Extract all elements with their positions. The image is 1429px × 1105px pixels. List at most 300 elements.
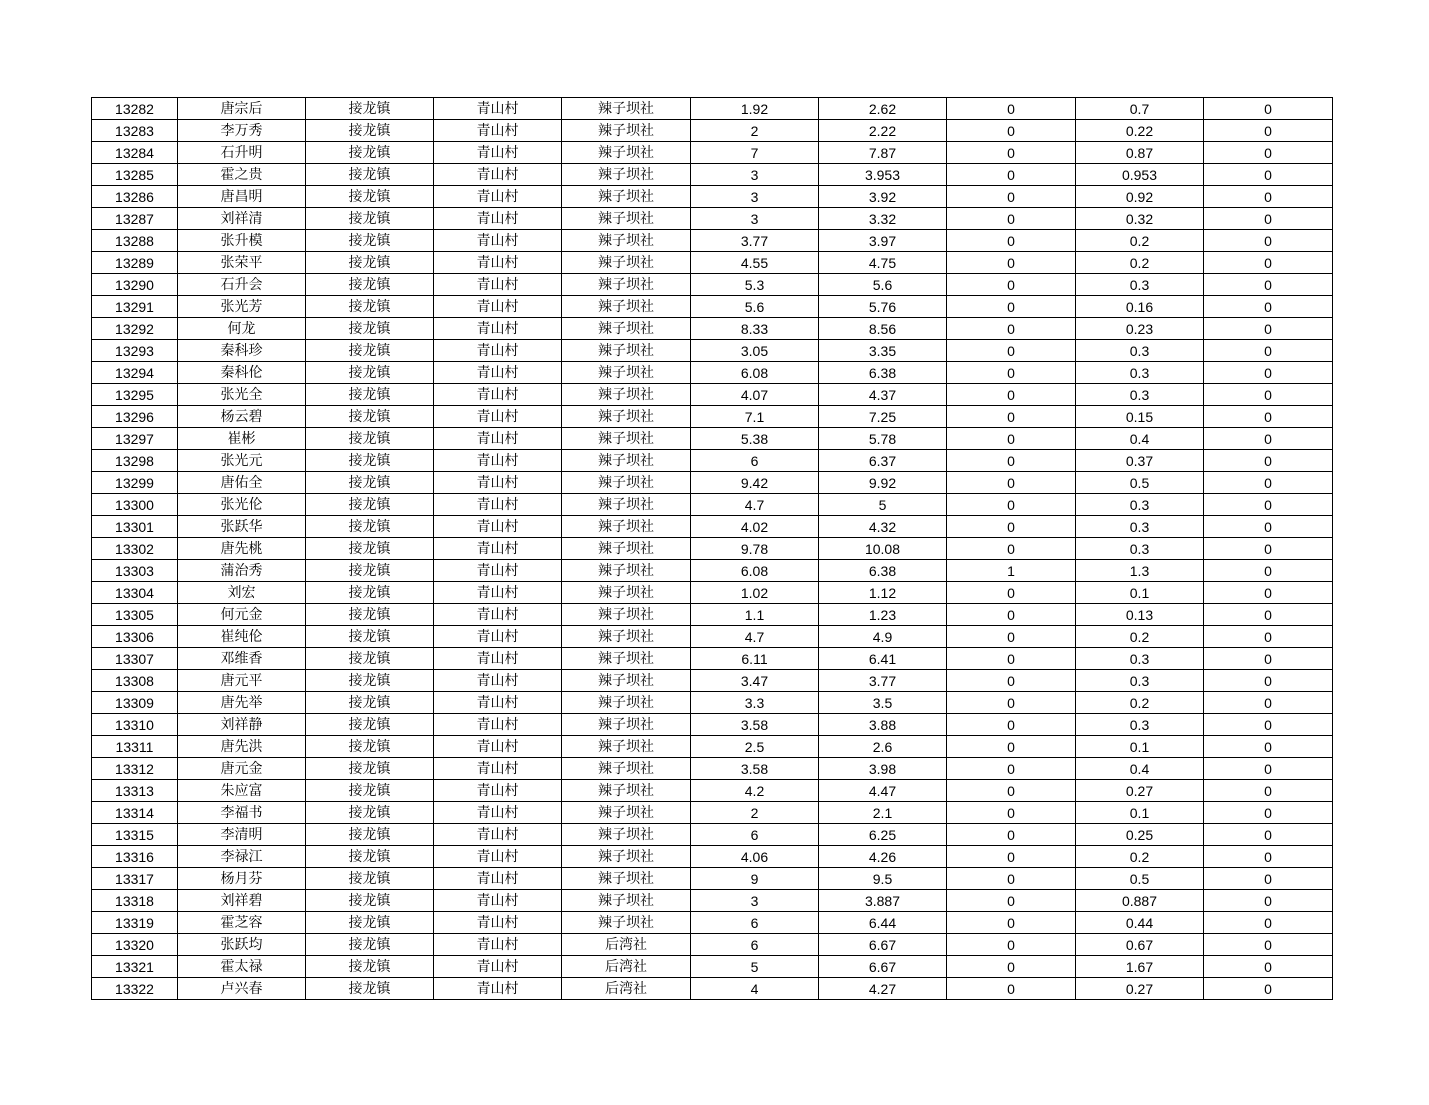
table-row [92, 934, 1333, 956]
value-a-cell: 8.33 [691, 318, 819, 340]
value-b-cell: 6.25 [819, 824, 947, 846]
id-cell: 13285 [92, 164, 178, 186]
village-cell: 青山村 [434, 890, 562, 912]
value-a-cell: 4.7 [691, 626, 819, 648]
value-a-cell: 3.58 [691, 758, 819, 780]
value-a-cell: 2 [691, 120, 819, 142]
village-cell: 青山村 [434, 934, 562, 956]
value-c-cell: 0 [947, 758, 1076, 780]
value-e-cell: 0 [1204, 912, 1333, 934]
value-d-cell: 0.22 [1076, 120, 1204, 142]
village-cell: 青山村 [434, 802, 562, 824]
village-cell: 青山村 [434, 164, 562, 186]
town-cell: 接龙镇 [306, 604, 434, 626]
name-cell: 张光元 [178, 450, 306, 472]
id-cell: 13301 [92, 516, 178, 538]
value-a-cell: 9.78 [691, 538, 819, 560]
value-e-cell: 0 [1204, 846, 1333, 868]
name-cell: 唐佑全 [178, 472, 306, 494]
value-e-cell: 0 [1204, 604, 1333, 626]
table-row [92, 164, 1333, 186]
id-cell: 13303 [92, 560, 178, 582]
group-cell: 辣子坝社 [562, 142, 691, 164]
value-d-cell: 0.92 [1076, 186, 1204, 208]
town-cell: 接龙镇 [306, 824, 434, 846]
name-cell: 张光伦 [178, 494, 306, 516]
group-cell: 辣子坝社 [562, 362, 691, 384]
value-c-cell: 0 [947, 428, 1076, 450]
value-e-cell: 0 [1204, 318, 1333, 340]
village-cell: 青山村 [434, 736, 562, 758]
town-cell: 接龙镇 [306, 978, 434, 1000]
value-e-cell: 0 [1204, 560, 1333, 582]
group-cell: 辣子坝社 [562, 186, 691, 208]
value-a-cell: 1.02 [691, 582, 819, 604]
value-e-cell: 0 [1204, 494, 1333, 516]
table-row [92, 120, 1333, 142]
id-cell: 13295 [92, 384, 178, 406]
town-cell: 接龙镇 [306, 318, 434, 340]
value-b-cell: 6.38 [819, 560, 947, 582]
id-cell: 13291 [92, 296, 178, 318]
group-cell: 辣子坝社 [562, 890, 691, 912]
name-cell: 张光芳 [178, 296, 306, 318]
value-a-cell: 3.47 [691, 670, 819, 692]
group-cell: 辣子坝社 [562, 538, 691, 560]
value-a-cell: 2 [691, 802, 819, 824]
value-b-cell: 4.26 [819, 846, 947, 868]
village-cell: 青山村 [434, 428, 562, 450]
id-cell: 13321 [92, 956, 178, 978]
town-cell: 接龙镇 [306, 648, 434, 670]
id-cell: 13313 [92, 780, 178, 802]
value-d-cell: 0.3 [1076, 274, 1204, 296]
value-e-cell: 0 [1204, 582, 1333, 604]
name-cell: 杨云碧 [178, 406, 306, 428]
name-cell: 何元金 [178, 604, 306, 626]
table-row [92, 98, 1333, 120]
village-cell: 青山村 [434, 274, 562, 296]
value-b-cell: 5.78 [819, 428, 947, 450]
table-row [92, 714, 1333, 736]
value-d-cell: 0.27 [1076, 780, 1204, 802]
group-cell: 辣子坝社 [562, 604, 691, 626]
name-cell: 李清明 [178, 824, 306, 846]
group-cell: 辣子坝社 [562, 296, 691, 318]
table-row [92, 978, 1333, 1000]
id-cell: 13294 [92, 362, 178, 384]
value-b-cell: 4.47 [819, 780, 947, 802]
group-cell: 辣子坝社 [562, 318, 691, 340]
value-b-cell: 4.9 [819, 626, 947, 648]
table-row [92, 340, 1333, 362]
id-cell: 13298 [92, 450, 178, 472]
town-cell: 接龙镇 [306, 846, 434, 868]
value-d-cell: 0.67 [1076, 934, 1204, 956]
value-b-cell: 4.32 [819, 516, 947, 538]
value-e-cell: 0 [1204, 472, 1333, 494]
group-cell: 辣子坝社 [562, 736, 691, 758]
id-cell: 13304 [92, 582, 178, 604]
id-cell: 13292 [92, 318, 178, 340]
table-row [92, 406, 1333, 428]
value-b-cell: 3.953 [819, 164, 947, 186]
id-cell: 13288 [92, 230, 178, 252]
table-row [92, 362, 1333, 384]
town-cell: 接龙镇 [306, 934, 434, 956]
town-cell: 接龙镇 [306, 296, 434, 318]
value-e-cell: 0 [1204, 692, 1333, 714]
table-row [92, 736, 1333, 758]
value-c-cell: 0 [947, 714, 1076, 736]
value-b-cell: 6.41 [819, 648, 947, 670]
village-cell: 青山村 [434, 626, 562, 648]
table-row [92, 516, 1333, 538]
village-cell: 青山村 [434, 912, 562, 934]
village-cell: 青山村 [434, 98, 562, 120]
town-cell: 接龙镇 [306, 186, 434, 208]
village-cell: 青山村 [434, 582, 562, 604]
name-cell: 卢兴春 [178, 978, 306, 1000]
town-cell: 接龙镇 [306, 736, 434, 758]
town-cell: 接龙镇 [306, 230, 434, 252]
value-b-cell: 10.08 [819, 538, 947, 560]
value-a-cell: 6 [691, 934, 819, 956]
value-c-cell: 0 [947, 934, 1076, 956]
town-cell: 接龙镇 [306, 890, 434, 912]
value-d-cell: 0.5 [1076, 868, 1204, 890]
value-c-cell: 0 [947, 802, 1076, 824]
name-cell: 唐元平 [178, 670, 306, 692]
value-b-cell: 2.1 [819, 802, 947, 824]
group-cell: 辣子坝社 [562, 406, 691, 428]
value-e-cell: 0 [1204, 208, 1333, 230]
value-b-cell: 3.97 [819, 230, 947, 252]
town-cell: 接龙镇 [306, 274, 434, 296]
table-row [92, 692, 1333, 714]
value-c-cell: 0 [947, 494, 1076, 516]
group-cell: 辣子坝社 [562, 384, 691, 406]
town-cell: 接龙镇 [306, 560, 434, 582]
value-b-cell: 5.6 [819, 274, 947, 296]
value-d-cell: 1.3 [1076, 560, 1204, 582]
town-cell: 接龙镇 [306, 98, 434, 120]
name-cell: 张光全 [178, 384, 306, 406]
id-cell: 13309 [92, 692, 178, 714]
value-d-cell: 0.7 [1076, 98, 1204, 120]
value-a-cell: 3.05 [691, 340, 819, 362]
value-b-cell: 8.56 [819, 318, 947, 340]
value-a-cell: 6 [691, 912, 819, 934]
value-e-cell: 0 [1204, 868, 1333, 890]
village-cell: 青山村 [434, 758, 562, 780]
value-c-cell: 0 [947, 868, 1076, 890]
table-row [92, 208, 1333, 230]
value-a-cell: 1.1 [691, 604, 819, 626]
name-cell: 蒲治秀 [178, 560, 306, 582]
value-b-cell: 3.92 [819, 186, 947, 208]
id-cell: 13296 [92, 406, 178, 428]
value-a-cell: 2.5 [691, 736, 819, 758]
id-cell: 13320 [92, 934, 178, 956]
town-cell: 接龙镇 [306, 802, 434, 824]
town-cell: 接龙镇 [306, 384, 434, 406]
value-d-cell: 0.2 [1076, 846, 1204, 868]
value-c-cell: 0 [947, 538, 1076, 560]
group-cell: 辣子坝社 [562, 582, 691, 604]
value-e-cell: 0 [1204, 142, 1333, 164]
value-b-cell: 6.44 [819, 912, 947, 934]
group-cell: 辣子坝社 [562, 780, 691, 802]
value-a-cell: 7.1 [691, 406, 819, 428]
value-a-cell: 3.77 [691, 230, 819, 252]
table-body [92, 98, 1333, 1000]
value-d-cell: 0.3 [1076, 340, 1204, 362]
town-cell: 接龙镇 [306, 164, 434, 186]
town-cell: 接龙镇 [306, 692, 434, 714]
name-cell: 刘祥碧 [178, 890, 306, 912]
village-cell: 青山村 [434, 208, 562, 230]
value-c-cell: 0 [947, 692, 1076, 714]
group-cell: 辣子坝社 [562, 692, 691, 714]
village-cell: 青山村 [434, 714, 562, 736]
value-b-cell: 3.5 [819, 692, 947, 714]
town-cell: 接龙镇 [306, 582, 434, 604]
value-c-cell: 0 [947, 978, 1076, 1000]
value-c-cell: 0 [947, 120, 1076, 142]
value-a-cell: 4.06 [691, 846, 819, 868]
value-c-cell: 0 [947, 516, 1076, 538]
value-d-cell: 0.3 [1076, 648, 1204, 670]
id-cell: 13322 [92, 978, 178, 1000]
value-b-cell: 4.37 [819, 384, 947, 406]
table-row [92, 648, 1333, 670]
group-cell: 辣子坝社 [562, 516, 691, 538]
value-d-cell: 0.2 [1076, 252, 1204, 274]
value-e-cell: 0 [1204, 428, 1333, 450]
value-c-cell: 0 [947, 780, 1076, 802]
value-d-cell: 0.16 [1076, 296, 1204, 318]
value-c-cell: 0 [947, 450, 1076, 472]
value-d-cell: 1.67 [1076, 956, 1204, 978]
town-cell: 接龙镇 [306, 208, 434, 230]
id-cell: 13311 [92, 736, 178, 758]
value-c-cell: 0 [947, 582, 1076, 604]
value-a-cell: 5.6 [691, 296, 819, 318]
value-a-cell: 3.3 [691, 692, 819, 714]
value-b-cell: 7.87 [819, 142, 947, 164]
village-cell: 青山村 [434, 846, 562, 868]
value-b-cell: 5 [819, 494, 947, 516]
village-cell: 青山村 [434, 230, 562, 252]
value-c-cell: 1 [947, 560, 1076, 582]
value-c-cell: 0 [947, 98, 1076, 120]
table-row [92, 428, 1333, 450]
name-cell: 秦科伦 [178, 362, 306, 384]
id-cell: 13318 [92, 890, 178, 912]
village-cell: 青山村 [434, 186, 562, 208]
id-cell: 13293 [92, 340, 178, 362]
village-cell: 青山村 [434, 538, 562, 560]
value-d-cell: 0.1 [1076, 802, 1204, 824]
value-b-cell: 3.98 [819, 758, 947, 780]
value-a-cell: 5.3 [691, 274, 819, 296]
village-cell: 青山村 [434, 560, 562, 582]
table-row [92, 186, 1333, 208]
table-row [92, 802, 1333, 824]
name-cell: 石升会 [178, 274, 306, 296]
value-b-cell: 5.76 [819, 296, 947, 318]
value-c-cell: 0 [947, 626, 1076, 648]
town-cell: 接龙镇 [306, 120, 434, 142]
value-a-cell: 7 [691, 142, 819, 164]
town-cell: 接龙镇 [306, 142, 434, 164]
town-cell: 接龙镇 [306, 912, 434, 934]
id-cell: 13314 [92, 802, 178, 824]
name-cell: 唐先桃 [178, 538, 306, 560]
town-cell: 接龙镇 [306, 670, 434, 692]
value-b-cell: 3.88 [819, 714, 947, 736]
value-c-cell: 0 [947, 956, 1076, 978]
value-d-cell: 0.1 [1076, 736, 1204, 758]
town-cell: 接龙镇 [306, 252, 434, 274]
village-cell: 青山村 [434, 406, 562, 428]
value-b-cell: 9.5 [819, 868, 947, 890]
value-d-cell: 0.953 [1076, 164, 1204, 186]
table-row [92, 604, 1333, 626]
table-row [92, 252, 1333, 274]
value-b-cell: 6.38 [819, 362, 947, 384]
id-cell: 13319 [92, 912, 178, 934]
value-c-cell: 0 [947, 406, 1076, 428]
group-cell: 辣子坝社 [562, 670, 691, 692]
town-cell: 接龙镇 [306, 494, 434, 516]
value-d-cell: 0.15 [1076, 406, 1204, 428]
table-row [92, 538, 1333, 560]
group-cell: 辣子坝社 [562, 824, 691, 846]
name-cell: 秦科珍 [178, 340, 306, 362]
value-d-cell: 0.1 [1076, 582, 1204, 604]
value-d-cell: 0.32 [1076, 208, 1204, 230]
village-cell: 青山村 [434, 120, 562, 142]
group-cell: 辣子坝社 [562, 868, 691, 890]
name-cell: 李福书 [178, 802, 306, 824]
table-row [92, 758, 1333, 780]
name-cell: 刘祥静 [178, 714, 306, 736]
village-cell: 青山村 [434, 472, 562, 494]
value-e-cell: 0 [1204, 670, 1333, 692]
value-a-cell: 3 [691, 208, 819, 230]
table-row [92, 868, 1333, 890]
value-e-cell: 0 [1204, 340, 1333, 362]
value-e-cell: 0 [1204, 538, 1333, 560]
value-e-cell: 0 [1204, 824, 1333, 846]
value-a-cell: 4.07 [691, 384, 819, 406]
name-cell: 刘宏 [178, 582, 306, 604]
town-cell: 接龙镇 [306, 472, 434, 494]
id-cell: 13305 [92, 604, 178, 626]
name-cell: 杨月芬 [178, 868, 306, 890]
town-cell: 接龙镇 [306, 450, 434, 472]
value-a-cell: 4 [691, 978, 819, 1000]
value-a-cell: 6.08 [691, 362, 819, 384]
value-c-cell: 0 [947, 164, 1076, 186]
group-cell: 辣子坝社 [562, 912, 691, 934]
name-cell: 霍芝容 [178, 912, 306, 934]
town-cell: 接龙镇 [306, 406, 434, 428]
group-cell: 后湾社 [562, 934, 691, 956]
value-c-cell: 0 [947, 186, 1076, 208]
value-b-cell: 6.67 [819, 934, 947, 956]
town-cell: 接龙镇 [306, 516, 434, 538]
group-cell: 辣子坝社 [562, 450, 691, 472]
town-cell: 接龙镇 [306, 780, 434, 802]
table-row [92, 494, 1333, 516]
table-row [92, 780, 1333, 802]
village-cell: 青山村 [434, 318, 562, 340]
table-row [92, 890, 1333, 912]
village-cell: 青山村 [434, 604, 562, 626]
value-d-cell: 0.44 [1076, 912, 1204, 934]
value-e-cell: 0 [1204, 802, 1333, 824]
village-cell: 青山村 [434, 252, 562, 274]
group-cell: 辣子坝社 [562, 274, 691, 296]
value-d-cell: 0.27 [1076, 978, 1204, 1000]
village-cell: 青山村 [434, 956, 562, 978]
group-cell: 后湾社 [562, 956, 691, 978]
value-e-cell: 0 [1204, 978, 1333, 1000]
id-cell: 13302 [92, 538, 178, 560]
table-row [92, 846, 1333, 868]
value-c-cell: 0 [947, 824, 1076, 846]
name-cell: 唐昌明 [178, 186, 306, 208]
id-cell: 13282 [92, 98, 178, 120]
value-c-cell: 0 [947, 604, 1076, 626]
value-e-cell: 0 [1204, 164, 1333, 186]
value-d-cell: 0.3 [1076, 670, 1204, 692]
name-cell: 李万秀 [178, 120, 306, 142]
id-cell: 13310 [92, 714, 178, 736]
village-cell: 青山村 [434, 692, 562, 714]
village-cell: 青山村 [434, 824, 562, 846]
name-cell: 李禄江 [178, 846, 306, 868]
value-e-cell: 0 [1204, 780, 1333, 802]
group-cell: 辣子坝社 [562, 472, 691, 494]
value-c-cell: 0 [947, 912, 1076, 934]
value-b-cell: 9.92 [819, 472, 947, 494]
value-e-cell: 0 [1204, 714, 1333, 736]
value-e-cell: 0 [1204, 934, 1333, 956]
value-e-cell: 0 [1204, 648, 1333, 670]
table-row [92, 582, 1333, 604]
value-e-cell: 0 [1204, 406, 1333, 428]
table-row [92, 450, 1333, 472]
value-e-cell: 0 [1204, 362, 1333, 384]
table-row [92, 560, 1333, 582]
value-a-cell: 9.42 [691, 472, 819, 494]
table-row [92, 472, 1333, 494]
value-b-cell: 2.22 [819, 120, 947, 142]
value-e-cell: 0 [1204, 186, 1333, 208]
table-row [92, 384, 1333, 406]
id-cell: 13308 [92, 670, 178, 692]
value-b-cell: 7.25 [819, 406, 947, 428]
village-cell: 青山村 [434, 340, 562, 362]
group-cell: 辣子坝社 [562, 164, 691, 186]
town-cell: 接龙镇 [306, 340, 434, 362]
group-cell: 辣子坝社 [562, 626, 691, 648]
value-c-cell: 0 [947, 274, 1076, 296]
